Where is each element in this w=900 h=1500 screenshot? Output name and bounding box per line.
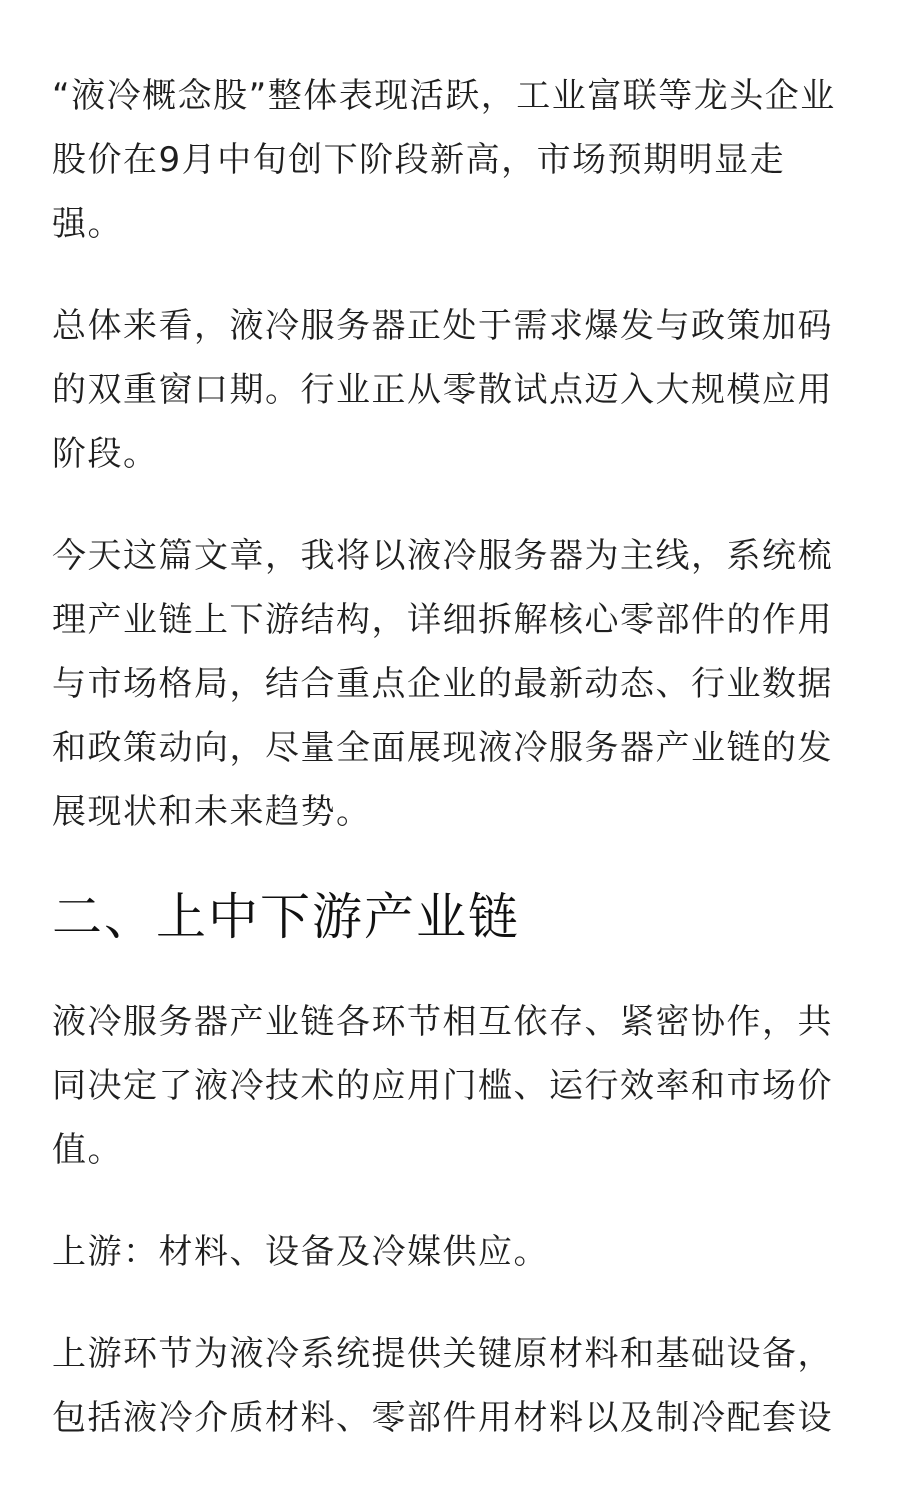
section-heading: 二、上中下游产业链: [52, 888, 520, 946]
paragraph-chain-intro: 液冷服务器产业链各环节相互依存、紧密协作，共同决定了液冷技术的应用门槛、运行效率和市场价值。: [52, 1002, 833, 1170]
paragraph-overview: 总体来看，液冷服务器正处于需求爆发与政策加码的双重窗口期。行业正从零散试点迈入大规模应用阶段。: [52, 306, 833, 474]
paragraph-article-intro: 今天这篇文章，我将以液冷服务器为主线，系统梳理产业链上下游结构，详细拆解核心零部件的作用与市场格局，结合重点企业的最新动态、行业数据和政策动向，尽量全面展现液冷服务器产业链的发展现状和未来趋势。: [52, 536, 833, 832]
paragraph-upstream-title: 上游：材料、设备及冷媒供应。: [52, 1232, 549, 1272]
paragraph-upstream-detail: 上游环节为液冷系统提供关键原材料和基础设备，包括液冷介质材料、零部件用材料以及制冷配套设: [52, 1334, 833, 1438]
paragraph-market-performance: “液冷概念股”整体表现活跃，工业富联等龙头企业股价在9月中旬创下阶段新高，市场预期明显走强。: [52, 76, 836, 244]
article-body: [52, 64, 852, 1488]
